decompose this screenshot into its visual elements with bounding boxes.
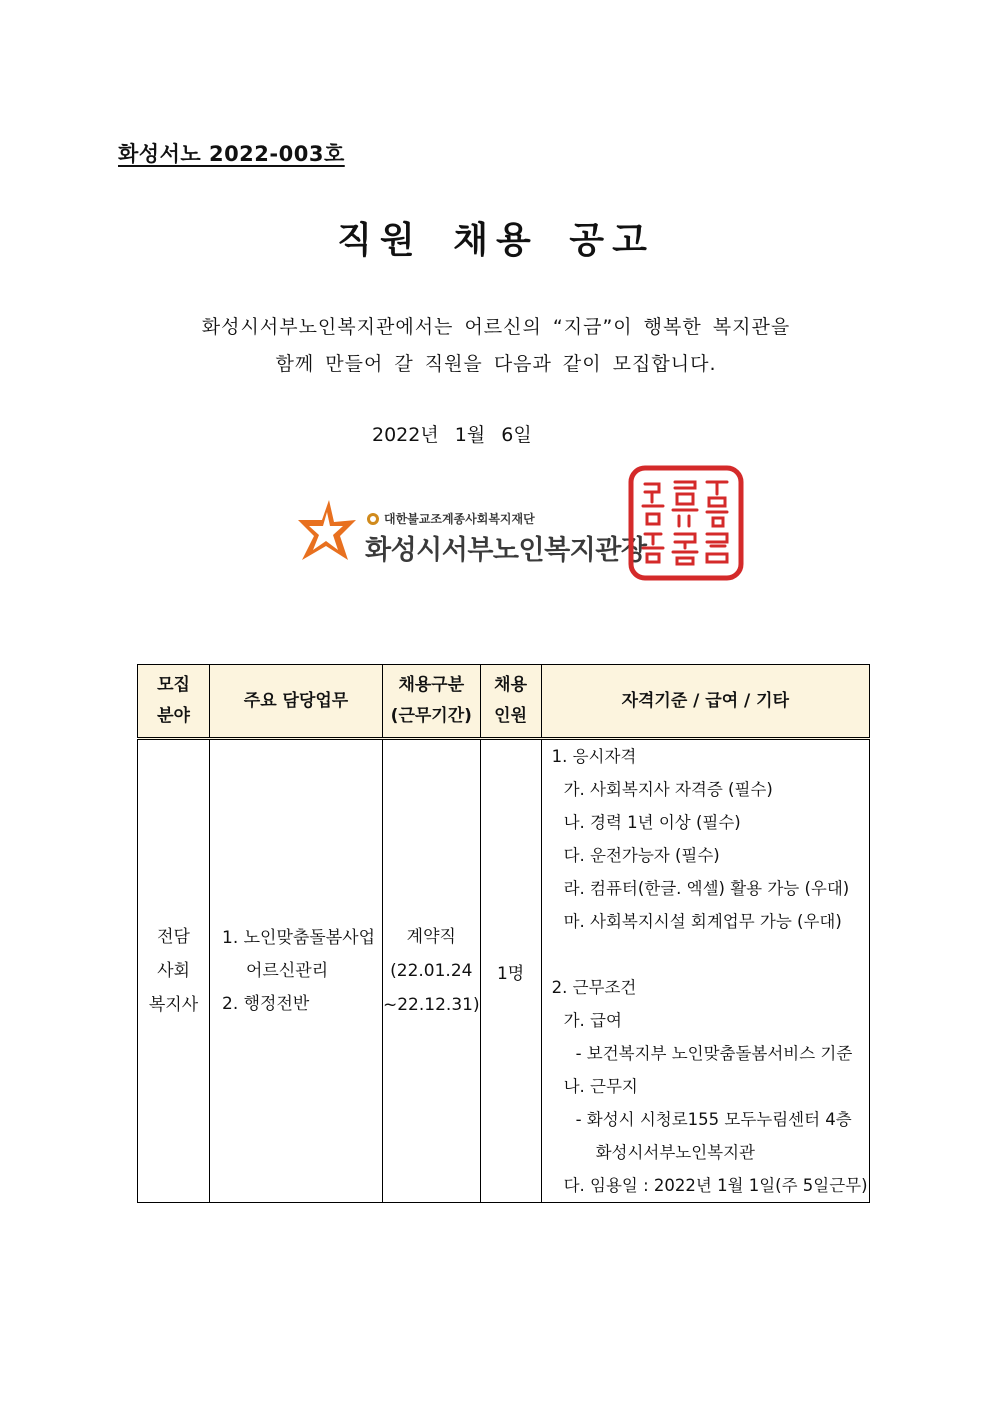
foundation-label (367, 510, 535, 527)
cell-duties (210, 739, 383, 1203)
intro-line-2: 함께 만들어 갈 직원을 다음과 같이 모집합니다. (275, 353, 717, 375)
qualification-item: 다. 운전가능자 (필수) (563, 846, 720, 865)
duty-item: 어르신관리 (246, 960, 329, 981)
qualification-item: 나. 근무지 (563, 1077, 638, 1096)
qualification-detail: - 화성시 시청로155 모두누림센터 4층 (575, 1110, 852, 1129)
field-line: 복지사 (148, 995, 199, 1015)
cell-type (383, 739, 481, 1203)
field-line: 사회 (157, 961, 190, 981)
header-field-line: 모집 (157, 675, 190, 695)
header-duties: 주요 담당업무 (210, 665, 383, 739)
cell-count: 1명 (480, 739, 541, 1203)
qualification-item: 가. 급여 (563, 1011, 622, 1030)
duty-item: 1. 노인맞춤돌봄사업 (222, 927, 375, 948)
intro-line-1: 화성시서부노인복지관에서는 어르신의 “지금”이 행복한 복지관을 (201, 316, 791, 338)
header-count-line: 채용 (494, 675, 528, 695)
buddhist-emblem-icon (367, 513, 379, 525)
qualification-heading: 2. 근무조건 (551, 978, 637, 997)
qualification-item: 가. 사회복지사 자격증 (필수) (563, 780, 773, 799)
announcement-date: 2022년 1월 6일 (372, 424, 532, 446)
document-number: 화성서노 2022-003호 (118, 142, 345, 166)
header-type (383, 665, 481, 739)
duty-list (210, 922, 382, 1021)
header-type-line: (근무기간) (390, 706, 472, 726)
qualification-detail: 화성시서부노인복지관 (595, 1143, 755, 1162)
header-type-line: 채용구분 (398, 675, 465, 695)
foundation-name: 대한불교조계종사회복지재단 (384, 512, 535, 526)
cell-field (138, 739, 210, 1203)
qualification-item: 다. 임용일 : 2022년 1월 1일(주 5일근무) (563, 1176, 868, 1195)
page-title: 직원 채용 공고 (337, 220, 655, 261)
qualification-item: 마. 사회복지시설 회계업무 가능 (우대) (563, 912, 842, 931)
header-field-line: 분야 (157, 706, 190, 726)
duty-item: 2. 행정전반 (222, 993, 310, 1014)
spacer (552, 938, 869, 971)
header-count-line: 인원 (494, 706, 528, 726)
type-line: ~22.12.31) (383, 995, 480, 1015)
qualification-list (542, 740, 869, 1202)
field-line: 전담 (157, 927, 190, 947)
cell-qualifications (541, 739, 869, 1203)
table-row (138, 739, 870, 1203)
type-line: 계약직 (406, 927, 456, 947)
table-header-row (138, 665, 870, 739)
official-seal (627, 464, 745, 582)
header-count (480, 665, 541, 739)
recruitment-table (137, 664, 870, 1203)
qualification-item: 나. 경력 1년 이상 (필수) (563, 813, 741, 832)
header-field (138, 665, 210, 739)
qualification-heading: 1. 응시자격 (551, 747, 637, 766)
type-line: (22.01.24 (390, 961, 473, 981)
welfare-center-logo-icon (296, 498, 358, 566)
director-title: 화성시서부노인복지관장 (365, 535, 647, 566)
qualification-detail: - 보건복지부 노인맞춤돌봄서비스 기준 (575, 1044, 853, 1063)
qualification-item: 라. 컴퓨터(한글. 엑셀) 활용 가능 (우대) (563, 879, 850, 898)
header-qualifications: 자격기준 / 급여 / 기타 (541, 665, 869, 739)
